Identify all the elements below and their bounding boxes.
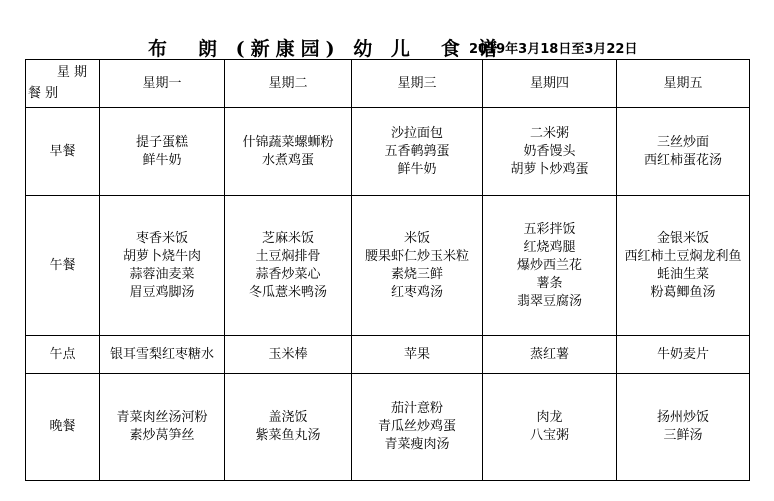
day-header-monday: 星期一: [100, 60, 225, 108]
menu-title: 布 朗 (新康园) 幼 儿 食 谱: [148, 38, 504, 60]
menu-cell-text: 牛奶麦片: [656, 346, 709, 362]
menu-header: [0, 34, 774, 60]
menu-cell-text: 什锦蔬菜螺蛳粉 水煮鸡蛋: [242, 134, 334, 168]
menu-cell-text: 蒸红薯: [529, 346, 569, 362]
menu-cell-text: 盖浇饭 紫菜鱼丸汤: [255, 410, 321, 443]
menu-cell: [352, 196, 483, 336]
menu-cell: [617, 336, 750, 374]
meal-label-dinner: 晚餐: [26, 374, 100, 481]
menu-cell-text: 芝麻米饭 土豆焖排骨 蒜香炒菜心 冬瓜薏米鸭汤: [248, 230, 327, 300]
menu-date-range: 2019年3月18日至3月22日: [469, 42, 638, 57]
menu-cell-text: 金银米饭 西红柿土豆焖龙利鱼 蚝油生菜 粉葛鲫鱼汤: [624, 230, 742, 300]
day-header-tuesday: 星期二: [225, 60, 352, 108]
menu-cell: [225, 374, 352, 481]
menu-cell-text: 二米粥 奶香馒头 胡萝卜炒鸡蛋: [510, 125, 589, 177]
menu-cell-text: 银耳雪梨红枣糖水: [109, 346, 214, 362]
table-row-lunch: [26, 196, 750, 336]
menu-cell-text: 茄汁意粉 青瓜丝炒鸡蛋 青菜瘦肉汤: [377, 401, 456, 452]
menu-cell-text: 扬州炒饭 三鲜汤: [656, 410, 709, 443]
meal-label-lunch: 午餐: [26, 196, 100, 336]
menu-cell: [483, 336, 617, 374]
menu-cell: [617, 196, 750, 336]
menu-cell-text: 米饭 腰果虾仁炒玉米粒 素烧三鲜 红枣鸡汤: [364, 230, 469, 300]
menu-cell-text: 三丝炒面 西红柿蛋花汤: [643, 134, 722, 168]
menu-cell: [100, 374, 225, 481]
corner-weekday-label: 星 期: [56, 65, 87, 80]
menu-cell: [225, 108, 352, 196]
table-row-breakfast: [26, 108, 750, 196]
table-row-snack: [26, 336, 750, 374]
menu-cell-text: 肉龙 八宝粥: [529, 410, 569, 443]
menu-cell: [352, 336, 483, 374]
menu-cell: [100, 336, 225, 374]
menu-cell-text: 沙拉面包 五香鹌鹑蛋 鲜牛奶: [384, 125, 450, 177]
weekly-menu-table: [25, 59, 750, 481]
menu-cell: [100, 196, 225, 336]
menu-cell: [483, 374, 617, 481]
corner-meal-label: 餐 别: [28, 86, 59, 101]
day-header-wednesday: 星期三: [352, 60, 483, 108]
corner-cell: [26, 60, 100, 108]
menu-cell: [483, 196, 617, 336]
menu-cell-text: 青菜肉丝汤河粉 素炒莴笋丝: [116, 410, 208, 443]
day-header-friday: 星期五: [617, 60, 750, 108]
menu-cell-text: 玉米棒: [268, 346, 308, 362]
menu-cell: [100, 108, 225, 196]
menu-cell: [225, 336, 352, 374]
table-row-dinner: [26, 374, 750, 481]
menu-cell-text: 五彩拌饭 红烧鸡腿 爆炒西兰花 薯条 翡翠豆腐汤: [516, 221, 582, 309]
menu-cell: [225, 196, 352, 336]
menu-cell: [483, 108, 617, 196]
day-header-thursday: 星期四: [483, 60, 617, 108]
menu-cell-text: 苹果: [403, 346, 430, 362]
menu-cell: [352, 374, 483, 481]
table-header-row: [26, 60, 750, 108]
menu-cell-text: 提子蛋糕 鲜牛奶: [135, 134, 188, 168]
menu-cell-text: 枣香米饭 胡萝卜烧牛肉 蒜蓉油麦菜 眉豆鸡脚汤: [122, 230, 201, 300]
menu-cell: [352, 108, 483, 196]
menu-cell: [617, 374, 750, 481]
menu-cell: [617, 108, 750, 196]
meal-label-breakfast: 早餐: [26, 108, 100, 196]
meal-label-snack: 午点: [26, 336, 100, 374]
